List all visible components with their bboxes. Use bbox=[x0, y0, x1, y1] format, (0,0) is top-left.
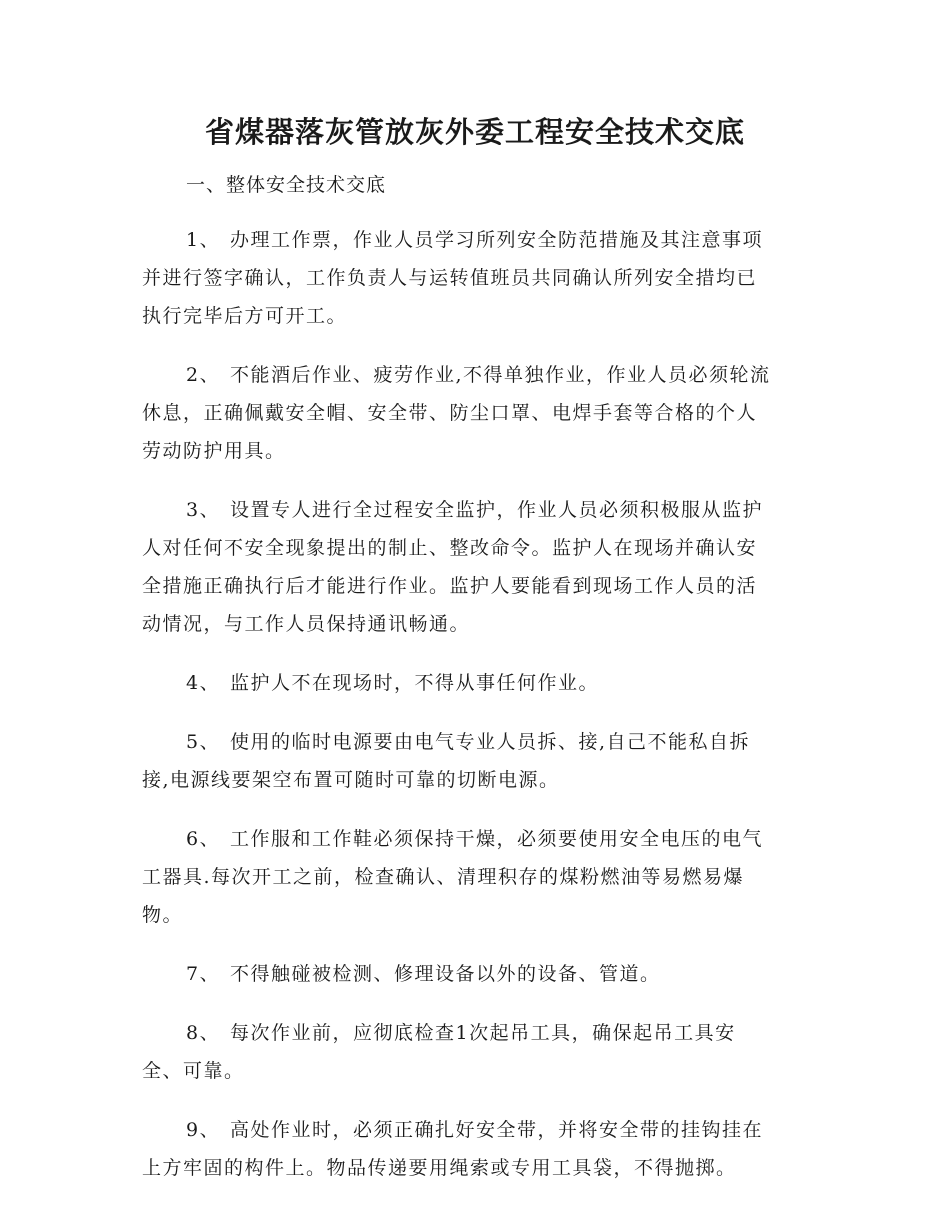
item-number: 7、 bbox=[186, 963, 221, 985]
item-line: 劳动防护用具。 bbox=[142, 440, 286, 462]
item-first-line bbox=[142, 723, 810, 761]
item-line: 人对任何不安全现象提出的制止、整改命令。监护人在现场并确认安 bbox=[142, 537, 758, 559]
item-number: 8、 bbox=[186, 1022, 221, 1044]
item-text: 不能酒后作业、疲劳作业,不得单独作业，作业人员必须轮流 bbox=[230, 364, 771, 386]
item-text: 设置专人进行全过程安全监护，作业人员必须积极服从监护 bbox=[230, 499, 764, 521]
item-number: 6、 bbox=[186, 828, 221, 850]
item-text: 不得触碰被检测、修理设备以外的设备、管道。 bbox=[230, 963, 661, 985]
item-text: 监护人不在现场时，不得从事任何作业。 bbox=[230, 672, 600, 694]
item-line: 物。 bbox=[142, 904, 184, 926]
item-number: 5、 bbox=[186, 731, 221, 753]
item-text: 办理工作票，作业人员学习所列安全防范措施及其注意事项 bbox=[230, 229, 764, 251]
item-line: 动情况，与工作人员保持通讯畅通。 bbox=[142, 613, 471, 635]
list-item bbox=[142, 1111, 810, 1187]
item-line: 并进行签字确认，工作负责人与运转值班员共同确认所列安全措均已 bbox=[142, 267, 758, 289]
section-heading: 一、整体安全技术交底 bbox=[186, 174, 387, 196]
item-text: 使用的临时电源要由电气专业人员拆、接,自己不能私自拆 bbox=[230, 731, 751, 753]
list-item bbox=[142, 820, 810, 934]
item-line: 上方牢固的构件上。物品传递要用绳索或专用工具袋，不得抛掷。 bbox=[142, 1157, 737, 1179]
item-list bbox=[142, 221, 810, 1187]
item-first-line bbox=[142, 820, 810, 858]
item-text: 每次作业前，应彻底检查1次起吊工具，确保起吊工具安 bbox=[230, 1022, 736, 1044]
item-line: 全措施正确执行后才能进行作业。监护人要能看到现场工作人员的活 bbox=[142, 575, 758, 597]
document-title: 省煤器落灰管放灰外委工程安全技术交底 bbox=[204, 115, 745, 149]
list-item bbox=[142, 955, 810, 993]
item-number: 1、 bbox=[186, 229, 221, 251]
item-number: 9、 bbox=[186, 1119, 221, 1141]
item-line: 执行完毕后方可开工。 bbox=[142, 305, 348, 327]
list-item bbox=[142, 1014, 810, 1090]
item-first-line bbox=[142, 955, 810, 993]
item-first-line bbox=[142, 1014, 810, 1052]
list-item bbox=[142, 723, 810, 799]
item-number: 4、 bbox=[186, 672, 221, 694]
item-text: 高处作业时，必须正确扎好安全带，并将安全带的挂钩挂在 bbox=[230, 1119, 764, 1141]
list-item bbox=[142, 356, 810, 470]
item-line: 接,电源线要架空布置可随时可靠的切断电源。 bbox=[142, 769, 560, 791]
item-line: 工器具.每次开工之前，检查确认、清理积存的煤粉燃油等易燃易爆 bbox=[142, 866, 745, 888]
list-item bbox=[142, 664, 810, 702]
item-first-line bbox=[142, 221, 810, 259]
item-first-line bbox=[142, 664, 810, 702]
list-item bbox=[142, 491, 810, 643]
item-line: 全、可靠。 bbox=[142, 1060, 245, 1082]
item-first-line bbox=[142, 491, 810, 529]
item-first-line bbox=[142, 356, 810, 394]
item-first-line bbox=[142, 1111, 810, 1149]
document-body bbox=[142, 170, 810, 1187]
item-number: 2、 bbox=[186, 364, 221, 386]
list-item bbox=[142, 221, 810, 335]
item-line: 休息，正确佩戴安全帽、安全带、防尘口罩、电焊手套等合格的个人 bbox=[142, 402, 758, 424]
item-text: 工作服和工作鞋必须保持干燥，必须要使用安全电压的电气 bbox=[230, 828, 764, 850]
item-number: 3、 bbox=[186, 499, 221, 521]
